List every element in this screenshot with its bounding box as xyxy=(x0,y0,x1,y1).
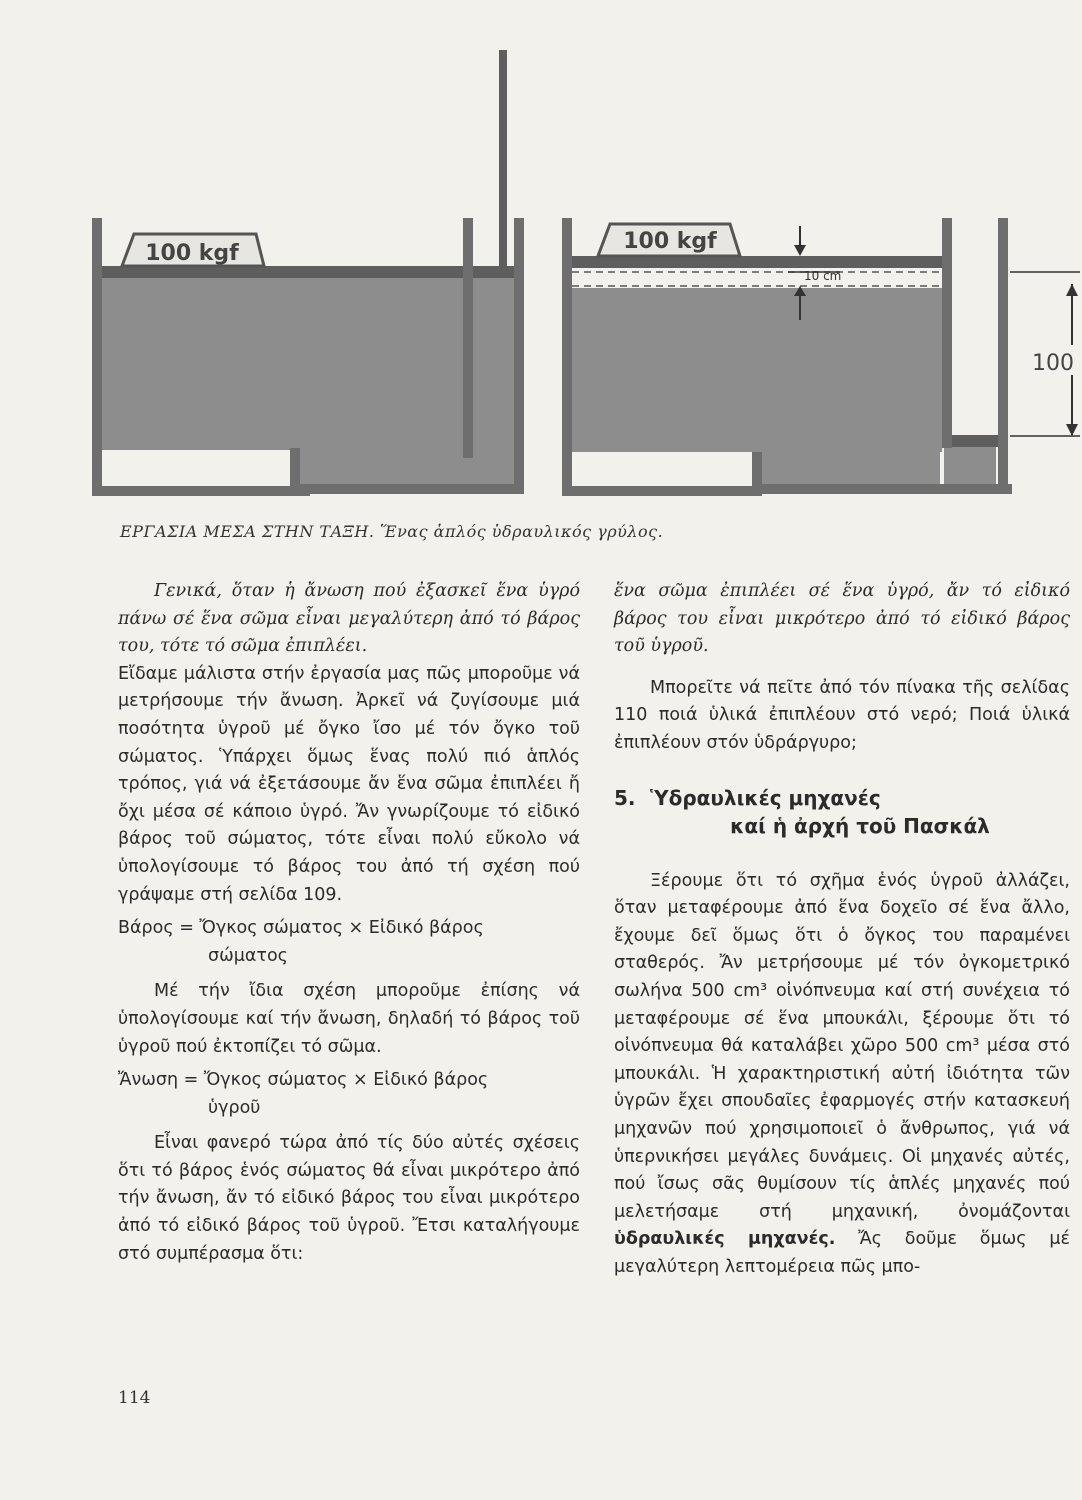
figure-caption: ΕΡΓΑΣΙΑ ΜΕΣΑ ΣΤΗΝ ΤΑΞΗ. Ἕνας ἁπλός ὑδραυλικός γρύλος. xyxy=(120,522,664,541)
left-weight-label: 100 kgf xyxy=(145,241,239,266)
hydraulic-machines-term: ὑδραυλικές μηχανές. xyxy=(614,1229,836,1250)
right-paragraph-3: Ξέρουμε ὅτι τό σχῆμα ἑνός ὑγροῦ ἀλλάζει, ὅταν μεταφέρουμε ἀπό ἕνα δοχεῖο σέ ἕνα ἄλλο, ἔχουμε δεῖ ὅμως ὅτι ὁ ὄγκος του παραμένει σταθερός. Ἄν μετρήσουμε μέ τόν ὀγκομετρικό σωλήνα 500 cm³ οἰνόπνευμα καί στή συνέχεια τό μεταφέρουμε σέ ἕνα μπουκάλι, ξέρουμε ὅτι τό οἰνόπνευμα θά καταλάβει χῶρο 500 cm³ μέσα στό μπουκάλι. Ἡ χαρακτηριστική αὐτή ἰδιότητα τῶν ὑγρῶν ἔχει σπουδαῖες ἐφαρμογές στήν κατασκευή μηχανῶν πού χρησιμοποιεῖ ὁ ἄνθρωπος, γιά νά ὑπερνικήσει μεγάλες δυνάμεις. Οἱ μηχανές αὐτές, πού ἴσως σᾶς θυμίσουν τίς ἁπλές μηχανές πού μελετήσαμε στή μηχανική, ὀνομάζονται ὑδραυλικές μηχανές. Ἄς δοῦμε ὅμως μέ μεγαλύτερη λεπτομέρεια πῶς μπο- xyxy=(614,870,1070,1277)
right-paragraph-1: ἕνα σῶμα ἐπιπλέει σέ ἕνα ὑγρό, ἄν τό εἰδικό βάρος του εἶναι μικρότερο ἀπό τό εἰδικό βάρος τοῦ ὑγροῦ. xyxy=(614,581,1070,657)
right-weight-label: 100 kgf xyxy=(623,229,717,254)
right-jack-diagram xyxy=(562,50,1080,496)
weight-formula xyxy=(118,915,580,970)
buoyancy-formula-line1: Ἄνωση = Ὄγκος σώματος × Εἰδικό βάρος xyxy=(118,1070,489,1091)
buoyancy-formula-line2: ὑγροῦ xyxy=(208,1097,261,1118)
dim-large-label: 100 xyxy=(1032,351,1074,376)
left-column xyxy=(118,578,580,1268)
weight-formula-line1: Βάρος = Ὄγκος σώματος × Εἰδικό βάρος xyxy=(118,918,484,939)
left-piston-rod xyxy=(499,50,507,268)
hydraulic-jack-figure xyxy=(80,40,1080,530)
left-wall xyxy=(92,218,102,494)
section-heading xyxy=(614,784,1070,840)
dim-small-label: 10 cm xyxy=(804,269,842,283)
weight-formula-line2: σώματος xyxy=(208,945,288,966)
right-column xyxy=(614,578,1070,1281)
section-title-line2: καί ἡ ἀρχή τοῦ Πασκάλ xyxy=(730,813,990,838)
right-paragraph-2: Μπορεῖτε νά πεῖτε ἀπό τόν πίνακα τῆς σελίδας 110 ποιά ὑλικά ἐπιπλέουν στό νερό; Ποιά ὑλικά ἐπιπλέουν στόν ὑδράργυρο; xyxy=(614,677,1070,753)
left-paragraph-2: Εἴδαμε μάλιστα στήν ἐργασία μας πῶς μποροῦμε νά μετρήσουμε τήν ἄνωση. Ἀρκεῖ νά ζυγίσουμε μιά ποσότητα ὑγροῦ μέ ὄγκο ἴσο μέ τόν ὄγκο τοῦ σώματος. Ὑπάρχει ὅμως ἕνας πολύ πιό ἁπλός τρόπος, γιά νά ἐξετάσουμε ἄν ἕνα σῶμα ἐπιπλέει ἤ ὄχι μέσα σέ κάποιο ὑγρό. Ἄν γνωρίζουμε τό εἰδικό βάρος τοῦ σώματος, τότε εἶναι πολύ εὔκολο νά ὑπολογίσουμε τό βάρος του ἀπό τή σχέση πού γράψαμε στή σελίδα 109. xyxy=(118,663,580,905)
left-paragraph-3: Μέ τήν ἴδια σχέση μποροῦμε ἐπίσης νά ὑπολογίσουμε καί τήν ἄνωση, δηλαδή τό βάρος τοῦ ὑγροῦ πού ἐκτοπίζει τό σῶμα. xyxy=(118,981,580,1057)
left-paragraph-4: Εἶναι φανερό τώρα ἀπό τίς δύο αὐτές σχέσεις ὅτι τό βάρος ἑνός σώματος θά εἶναι μικρότερο ἀπό τήν ἄνωση, ἄν τό εἰδικό βάρος του εἶναι μικρότερο ἀπό τό εἰδικό βάρος τοῦ ὑγροῦ. Ἔτσι καταλήγουμε στό συμπέρασμα ὅτι: xyxy=(118,1133,580,1264)
left-big-piston xyxy=(102,266,463,278)
section-number: 5. xyxy=(614,785,636,810)
right-small-piston xyxy=(952,435,998,447)
section-title-line1: Ὑδραυλικές μηχανές xyxy=(650,785,881,810)
right-big-piston xyxy=(572,256,942,268)
left-paragraph-1: Γενικά, ὅταν ἡ ἄνωση πού ἐξασκεῖ ἕνα ὑγρό πάνω σέ ἕνα σῶμα εἶναι μεγαλύτερη ἀπό τό βάρος του, τότε τό σῶμα ἐπιπλέει. xyxy=(118,581,580,657)
page-number: 114 xyxy=(118,1388,151,1408)
buoyancy-formula xyxy=(118,1067,580,1122)
right-liquid xyxy=(572,288,752,452)
left-small-piston xyxy=(473,266,514,278)
left-jack-diagram xyxy=(92,50,524,496)
right-wall xyxy=(562,218,572,494)
